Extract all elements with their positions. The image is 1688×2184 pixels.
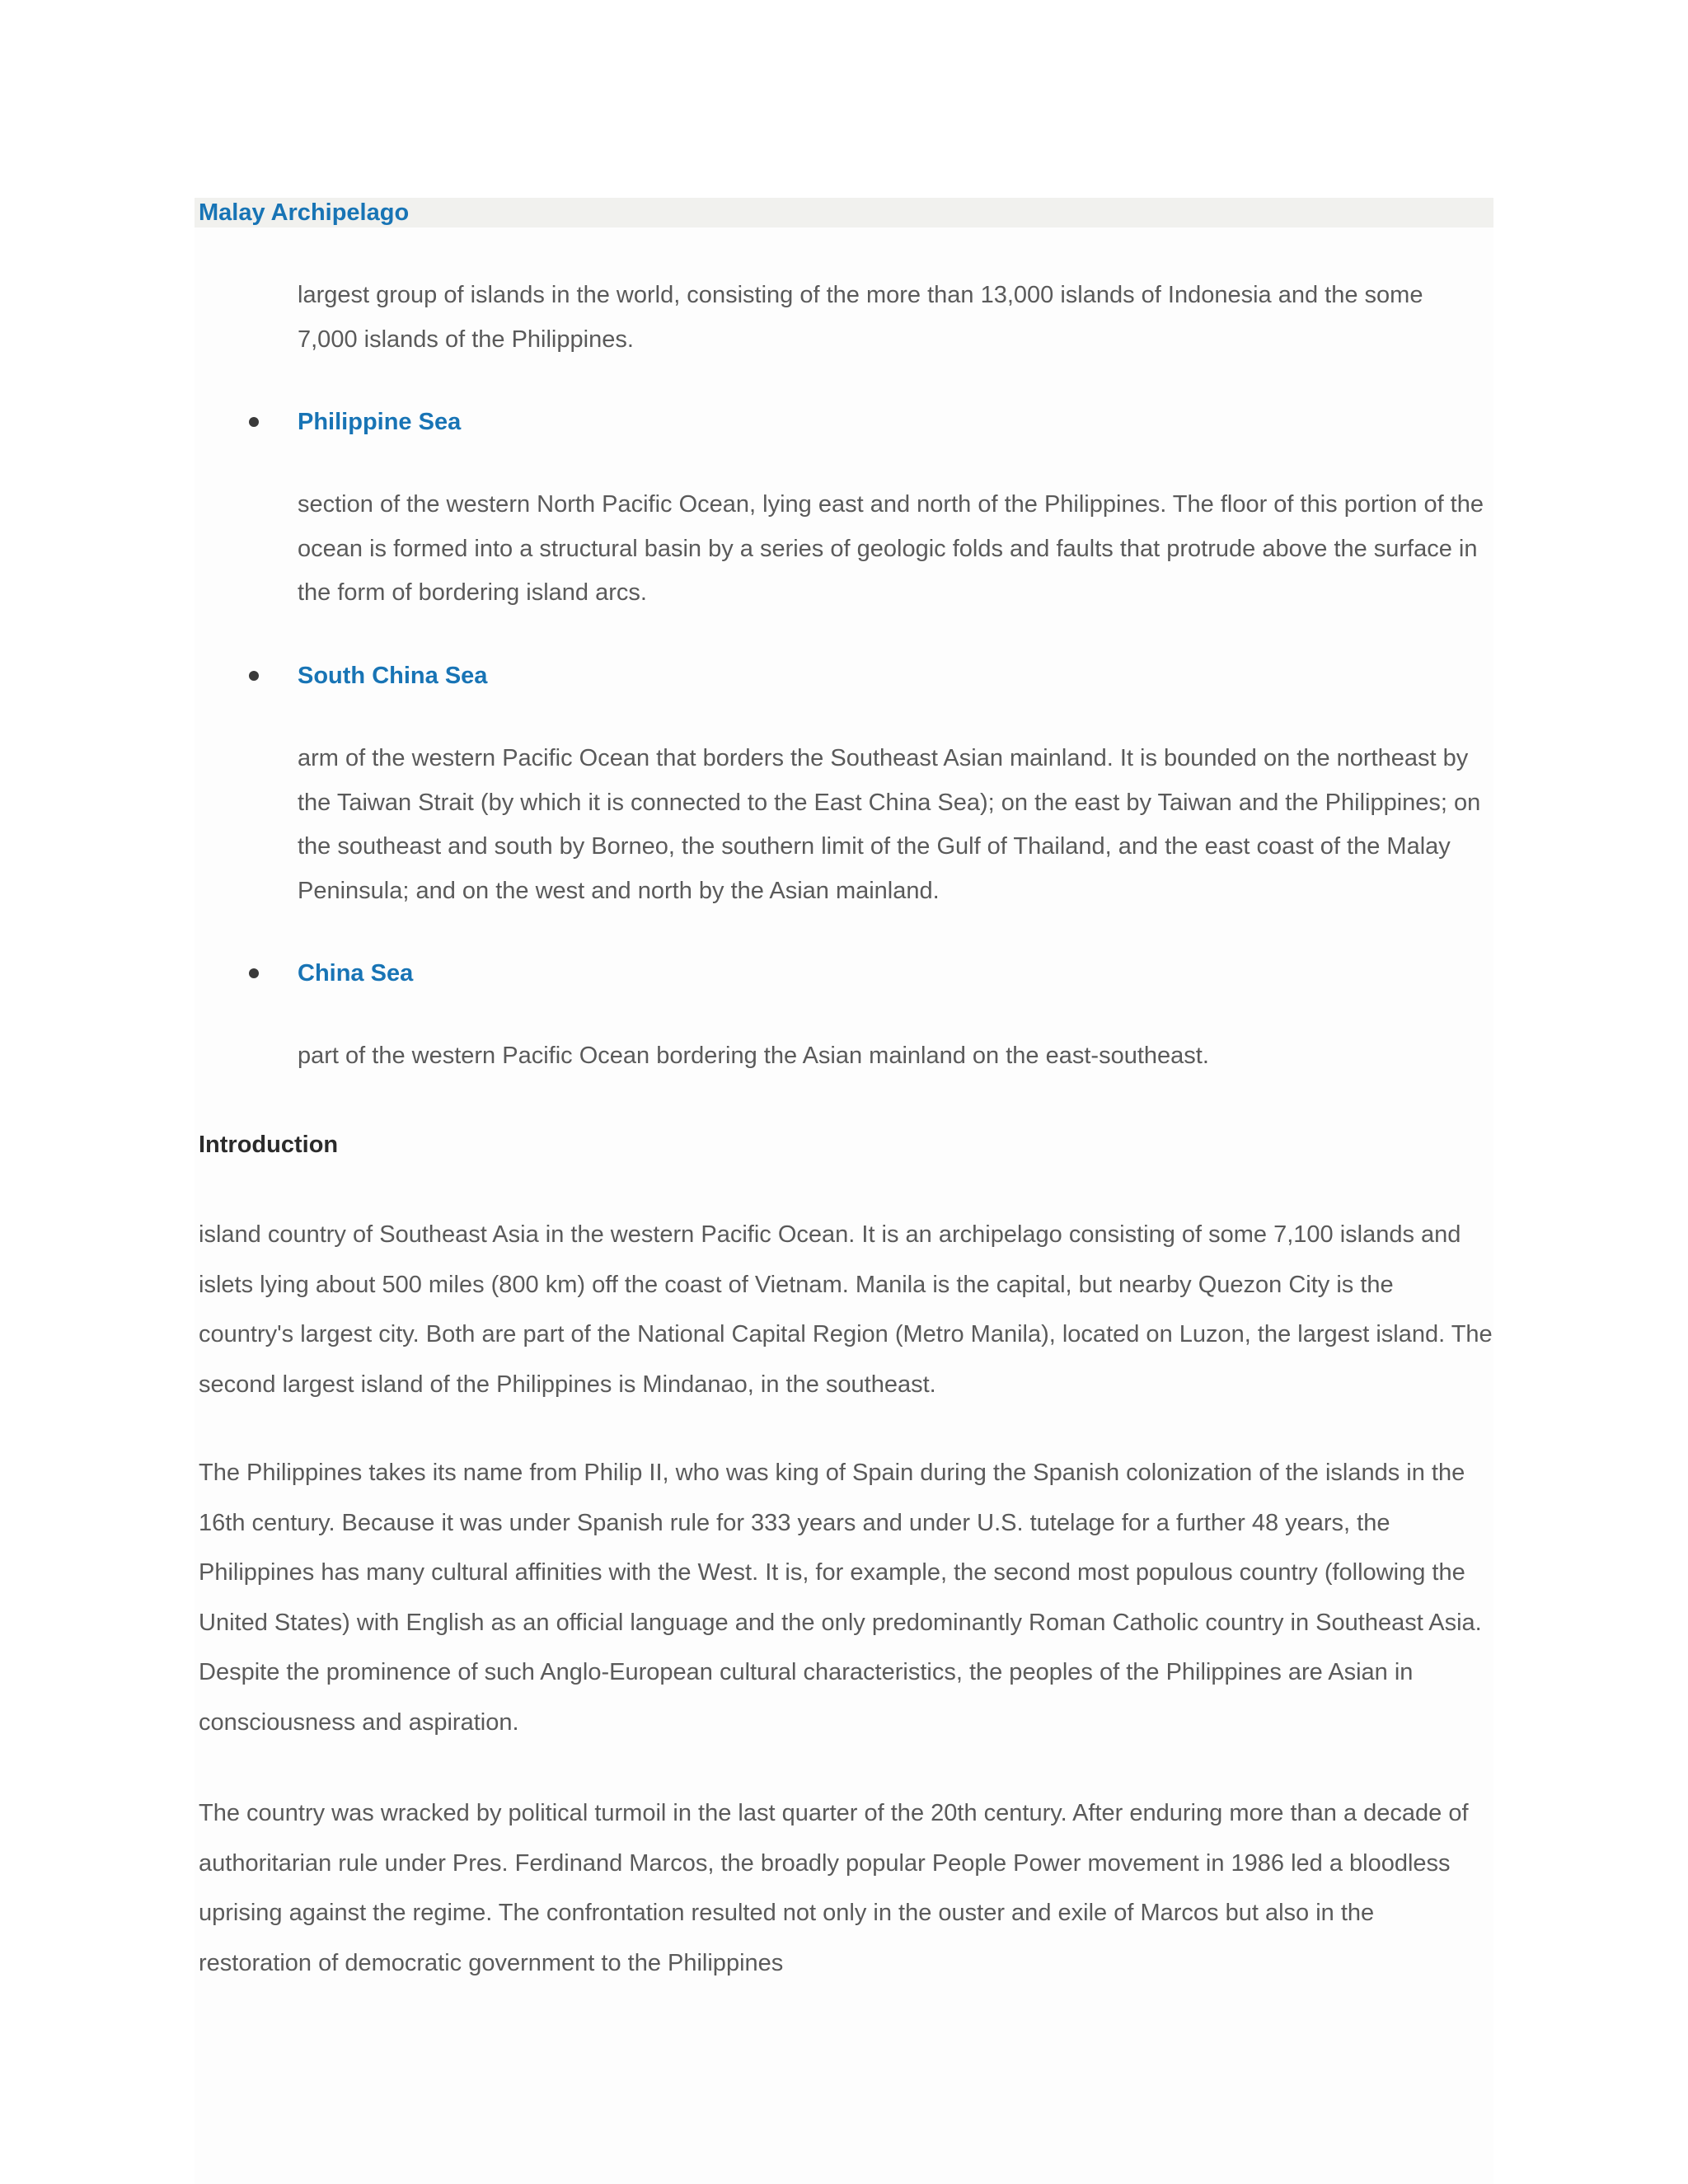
bullet-icon bbox=[249, 671, 259, 681]
philippine-sea-link[interactable]: Philippine Sea bbox=[298, 409, 462, 435]
philippine-sea-description: section of the western North Pacific Ocean, lying east and north of the Philippines. The floor of this portion of the ocean is formed into a structural basin by a series of geologic folds and faults that protrude above the surface in the form of bordering island arcs. bbox=[298, 491, 1484, 606]
bullet-icon bbox=[249, 417, 259, 427]
bullet-icon bbox=[249, 968, 259, 978]
introduction-heading: Introduction bbox=[199, 1132, 339, 1158]
malay-archipelago-description: largest group of islands in the world, consisting of the more than 13,000 islands of Indonesia and the some 7,000 islands of the Philippines. bbox=[298, 282, 1423, 353]
intro-paragraph-3: The country was wracked by political turmoil in the last quarter of the 20th century. After enduring more than a decade of authoritarian rule under Pres. Ferdinand Marcos, the broadly popular People Power movement in 1986 led a bloodless uprising against the regime. The confrontation resulted not only in the ouster and exile of Marcos but also in the restoration of democratic government to the Philippines bbox=[199, 1800, 1469, 1976]
intro-paragraph-2: The Philippines takes its name from Philip II, who was king of Spain during the Spanish colonization of the islands in the 16th century. Because it was under Spanish rule for 333 years and under U.S. tutelage for a further 48 years, the Philippines has many cultural affinities with the West. It is, for example, the second most populous country (following the United States) with English as an official language and the only predominantly Roman Catholic country in Southeast Asia. Despite the prominence of such Anglo-European cultural characteristics, the peoples of the Philippines are Asian in consciousness and aspiration. bbox=[199, 1460, 1482, 1736]
china-sea-link[interactable]: China Sea bbox=[298, 960, 414, 987]
south-china-sea-description: arm of the western Pacific Ocean that borders the Southeast Asian mainland. It is bounded on the northeast by the Taiwan Strait (by which it is connected to the East China Sea); on the east by Taiwan and the Philippines; on the southeast and south by Borneo, the southern limit of the Gulf of Thailand, and the east coast of the Malay Peninsula; and on the west and north by the Asian mainland. bbox=[298, 745, 1481, 904]
china-sea-description: part of the western Pacific Ocean bordering the Asian mainland on the east-southeast. bbox=[298, 1043, 1209, 1069]
south-china-sea-link[interactable]: South China Sea bbox=[298, 663, 488, 689]
malay-archipelago-link[interactable]: Malay Archipelago bbox=[199, 199, 410, 226]
intro-paragraph-1: island country of Southeast Asia in the western Pacific Ocean. It is an archipelago consisting of some 7,100 islands and islets lying about 500 miles (800 km) off the coast of Vietnam. Manila is the capital, but nearby Quezon City is the country's largest city. Both are part of the National Capital Region (Metro Manila), located on Luzon, the largest island. The second largest island of the Philippines is Mindanao, in the southeast. bbox=[199, 1221, 1493, 1398]
